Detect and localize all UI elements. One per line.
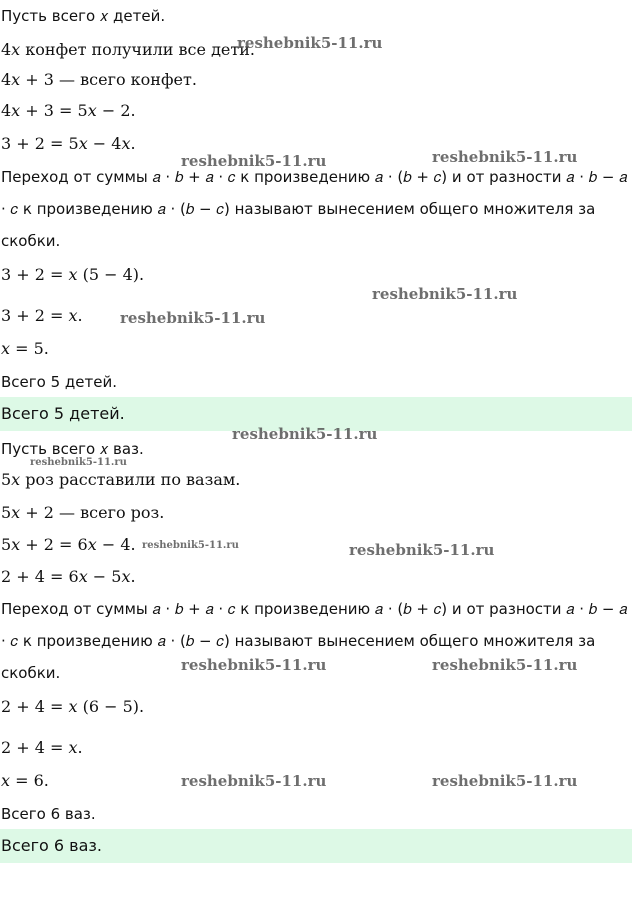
watermark: reshebnik5-11.ru	[237, 34, 383, 52]
equation-3: 3 + 2 = 𝑥 (5 − 4).	[1, 265, 145, 284]
watermark: reshebnik5-11.ru	[181, 772, 327, 790]
answer-text-1: Всего 5 детей.	[1, 404, 125, 423]
rule-paragraph-1: Переход от суммы 𝑎 · 𝑏 + 𝑎 · 𝑐 к произведению 𝑎 · (𝑏 + 𝑐) и от разности 𝑎 · 𝑏 − 𝑎 · 𝑐 к произведению 𝑎 · (𝑏 − 𝑐) называют вынесением общего множителя за скобки.	[1, 168, 628, 250]
conclusion-1: Всего 5 детей.	[1, 373, 117, 391]
line-2: 4𝑥 конфет получили все дети.	[1, 40, 255, 59]
watermark: reshebnik5-11.ru	[432, 148, 578, 166]
equation-10: 𝑥 = 6.	[1, 771, 49, 790]
line-14: 5𝑥 + 2 — всего роз.	[1, 503, 165, 522]
equation-1: 4𝑥 + 3 = 5𝑥 − 2.	[1, 101, 136, 120]
equation-4: 3 + 2 = 𝑥.	[1, 306, 83, 325]
watermark: reshebnik5-11.ru	[120, 309, 266, 327]
equation-2: 3 + 2 = 5𝑥 − 4𝑥.	[1, 134, 136, 153]
equation-9: 2 + 4 = 𝑥.	[1, 738, 83, 757]
line-1: Пусть всего 𝑥 детей.	[1, 7, 166, 25]
answer-text-2: Всего 6 ваз.	[1, 836, 102, 855]
watermark: reshebnik5-11.ru	[432, 772, 578, 790]
watermark: reshebnik5-11.ru	[30, 457, 127, 468]
line-12: Пусть всего 𝑥 ваз.	[1, 440, 144, 458]
equation-8: 2 + 4 = 𝑥 (6 − 5).	[1, 697, 145, 716]
watermark: reshebnik5-11.ru	[181, 656, 327, 674]
equation-6: 5𝑥 + 2 = 6𝑥 − 4.	[1, 535, 136, 554]
equation-7: 2 + 4 = 6𝑥 − 5𝑥.	[1, 567, 136, 586]
conclusion-2: Всего 6 ваз.	[1, 805, 96, 823]
answer-box-2	[0, 829, 632, 863]
watermark: reshebnik5-11.ru	[349, 541, 495, 559]
watermark: reshebnik5-11.ru	[372, 285, 518, 303]
equation-5: 𝑥 = 5.	[1, 339, 49, 358]
watermark: reshebnik5-11.ru	[232, 425, 378, 443]
line-13: 5𝑥 роз расставили по вазам.	[1, 470, 241, 489]
line-3: 4𝑥 + 3 — всего конфет.	[1, 70, 197, 89]
watermark: reshebnik5-11.ru	[432, 656, 578, 674]
rule-paragraph-2: Переход от суммы 𝑎 · 𝑏 + 𝑎 · 𝑐 к произведению 𝑎 · (𝑏 + 𝑐) и от разности 𝑎 · 𝑏 − 𝑎 · 𝑐 к произведению 𝑎 · (𝑏 − 𝑐) называют вынесением общего множителя за скобки.	[1, 600, 628, 682]
watermark: reshebnik5-11.ru	[142, 540, 239, 551]
watermark: reshebnik5-11.ru	[181, 152, 327, 170]
